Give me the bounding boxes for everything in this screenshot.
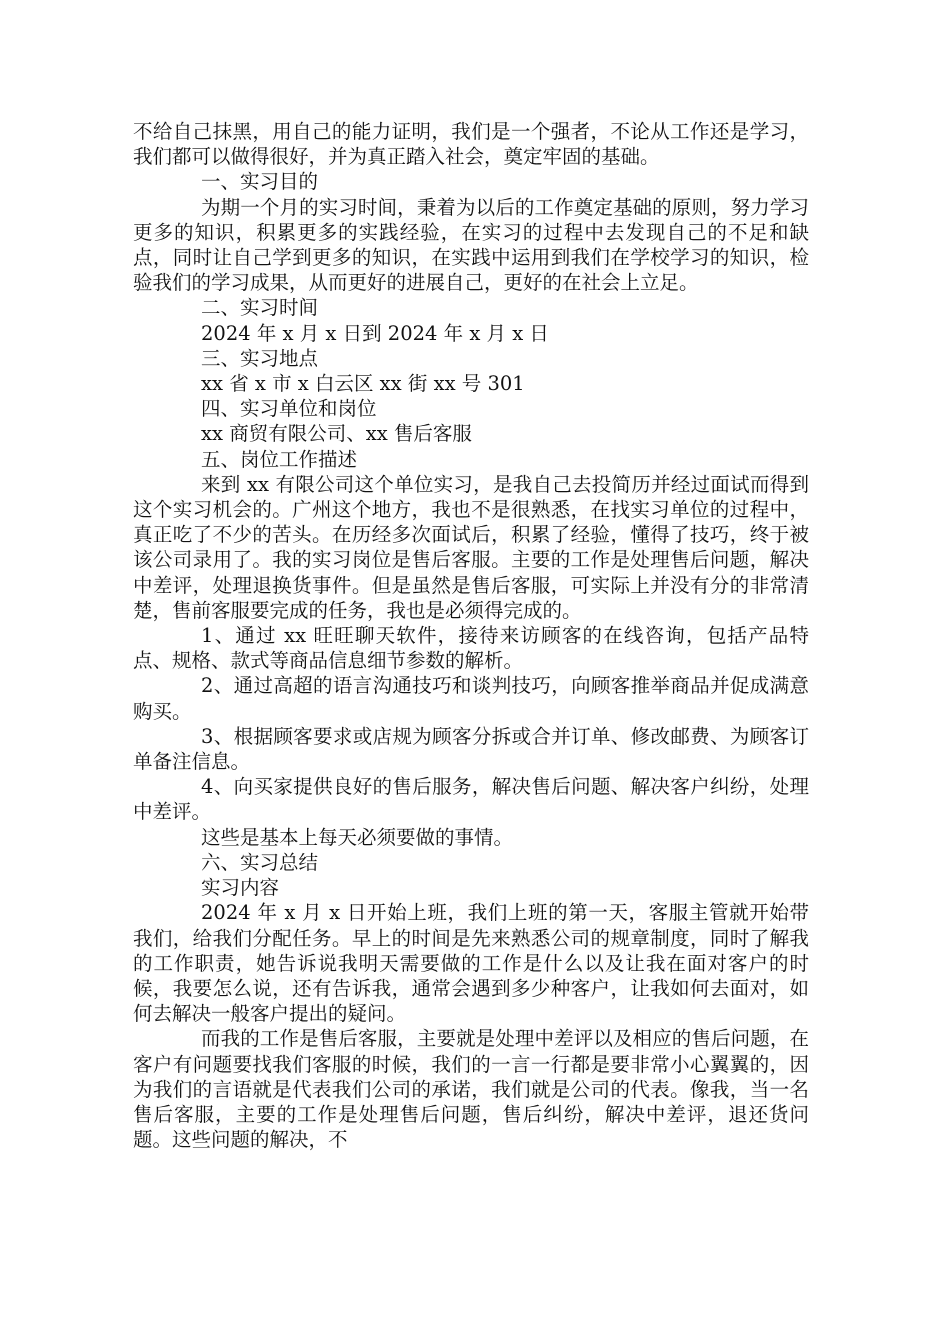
paragraph: xx 商贸有限公司、xx 售后客服	[201, 422, 472, 446]
list-item: 3、根据顾客要求或店规为顾客分拆或合并订单、修改邮费、为顾客订单备注信息。	[133, 724, 809, 774]
list-item: 1、通过 xx 旺旺聊天软件，接待来访顾客的在线咨询，包括产品特点、规格、款式等商品信息细节参数的解析。	[133, 624, 809, 673]
section-heading: 一、实习目的	[201, 170, 319, 194]
paragraph: 这些是基本上每天必须要做的事情。	[201, 825, 514, 849]
paragraph: 来到 xx 有限公司这个单位实习，是我自己去投简历并经过面试而得到这个实习机会的。广州这个地方，我也不是很熟悉，在找实习单位的过程中，真正吃了不少的苦头。在历经多次面试后，积累了经验，懂得了技巧，终于被该公司录用了。我的实习岗位是售后客服。主要的工作是处理售后问题，解决中差评，处理退换货事件。但是虽然是售后客服，可实际上并没有分的非常清楚，售前客服要完成的任务，我也是必须得完成的。	[133, 472, 809, 622]
paragraph: 2024 年 x 月 x 日开始上班，我们上班的第一天，客服主管就开始带我们，给我们分配任务。早上的时间是先来熟悉公司的规章制度，同时了解我的工作职责，她告诉说我明天需要做的工作是什么以及让我在面对客户的时候，我要怎么说，还有告诉我，通常会遇到多少种客户，让我如何去面对，如何去解决一般客户提出的疑问。	[133, 901, 809, 1026]
section-heading: 五、岗位工作描述	[201, 447, 358, 471]
section-heading: 六、实习总结	[201, 850, 319, 874]
document-page	[133, 119, 809, 1152]
list-item: 2、通过高超的语言沟通技巧和谈判技巧，向顾客推举商品并促成满意购买。	[133, 674, 809, 723]
paragraph: 为期一个月的实习时间，秉着为以后的工作奠定基础的原则，努力学习更多的知识，积累更多的实践经验，在实习的过程中去发现自己的不足和缺点，同时让自己学到更多的知识，在实践中运用到我们在学校学习的知识，检验我们的学习成果，从而更好的进展自己，更好的在社会上立足。	[133, 195, 809, 295]
section-heading: 二、实习时间	[201, 296, 319, 320]
paragraph: xx 省 x 市 x 白云区 xx 街 xx 号 301	[201, 372, 525, 396]
subsection-heading: 实习内容	[201, 876, 280, 900]
section-heading: 三、实习地点	[201, 346, 319, 370]
paragraph: 2024 年 x 月 x 日到 2024 年 x 月 x 日	[201, 321, 549, 345]
paragraph: 不给自己抹黑，用自己的能力证明，我们是一个强者，不论从工作还是学习，我们都可以做得很好，并为真正踏入社会，奠定牢固的基础。	[133, 120, 809, 169]
list-item: 4、向买家提供良好的售后服务，解决售后问题、解决客户纠纷，处理中差评。	[133, 775, 809, 824]
paragraph: 而我的工作是售后客服，主要就是处理中差评以及相应的售后问题，在客户有问题要找我们客服的时候，我们的一言一行都是要非常小心翼翼的，因为我们的言语就是代表我们公司的承诺，我们就是公司的代表。像我，当一名售后客服，主要的工作是处理售后问题，售后纠纷，解决中差评，退还货问题。这些问题的解决，不	[133, 1027, 809, 1152]
section-heading: 四、实习单位和岗位	[201, 397, 377, 421]
